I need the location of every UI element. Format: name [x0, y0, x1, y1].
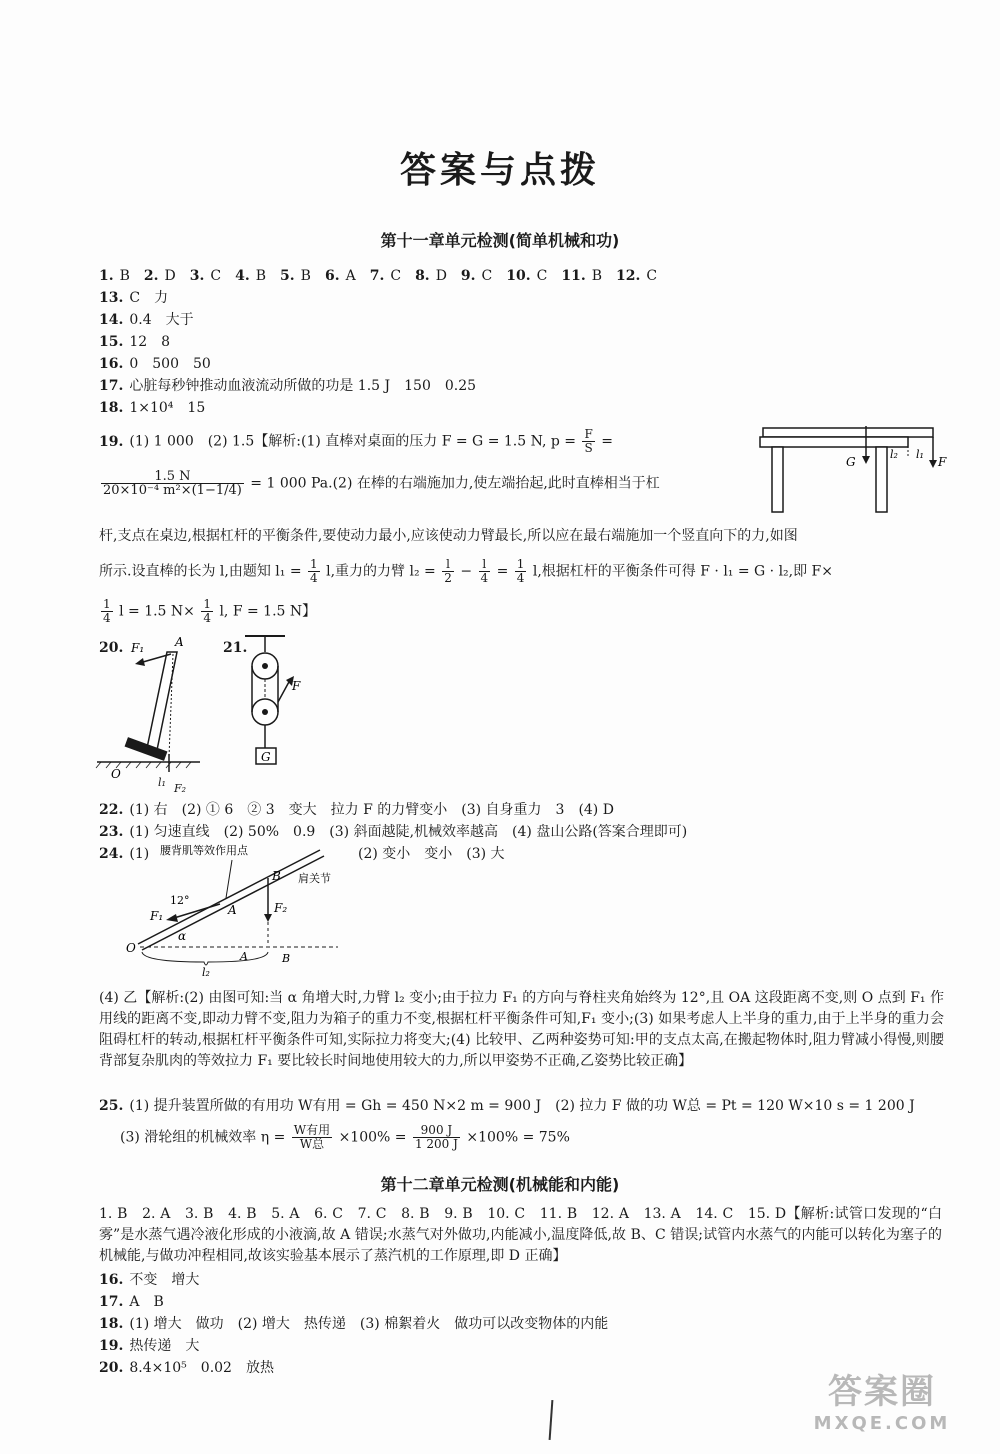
q19-table-figure: [758, 418, 948, 518]
f1-arrowhead: [135, 658, 145, 666]
fig20-label-l1: l₁: [158, 776, 166, 789]
ch11-q19-line3: 杆,支点在桌边,根据杠杆的平衡条件,要使动力最小,应该使动力臂最长,所以应在最右端施加一个竖直向下的力,如图: [99, 528, 798, 544]
table-leg-right: [876, 447, 887, 512]
fig21-label-f: F: [292, 679, 301, 693]
f1-arrowhead: [166, 914, 178, 922]
ch12-q19: 19. 热传递 大: [99, 1338, 200, 1354]
chapter-12-heading: 第十二章单元检测(机械能和内能): [380, 1175, 620, 1194]
fig24-label-f1: F₁: [150, 909, 164, 923]
fig19-label-l1: l₁: [916, 448, 924, 461]
mc-answer: 9. C: [460, 268, 493, 284]
fig19-label-f: F: [938, 455, 947, 469]
fraction-quarter: $\frac{1}{4}$: [103, 597, 111, 625]
mc-answer: 2. D: [143, 268, 176, 284]
q24-lever-figure: [120, 840, 360, 980]
fig24-label-shoulder: 肩关节: [298, 872, 331, 885]
fig24-label-a: A: [228, 903, 237, 917]
ch12-q1-15: 1. B 2. A 3. B 4. B 5. A 6. C 7. C 8. B 9. B 10. C 11. B 12. A 13. A 14. C 15. D【解析:试管口发现的“白雾”是水蒸气遇冷液化形成的小液滴,故 A 错误;水蒸气对外做功,内能减小,温度降低,故 B、C 错误;试管内水蒸气的内能可以转化为塞子的机械能,与做功冲程相同,故该实验基本展示了蒸汽机的工作原理,即 D 正确】: [99, 1206, 942, 1264]
ch12-q18: 18. (1) 增大 做功 (2) 增大 热传递 (3) 棉絮着火 做功可以改变物体的内能: [99, 1316, 609, 1332]
ch11-q20-num: 20.: [99, 640, 124, 656]
fig24-label-alpha: α: [178, 929, 187, 943]
fraction-quarter: $\frac{1}{4}$: [516, 557, 525, 585]
ch11-q24-header: 24. (1): [99, 846, 150, 862]
mc-answer: 4. B: [235, 268, 267, 284]
ch11-q19-line5: $\frac{1}{4}$ l = 1.5 N× $\frac{1}{4}$ l, F = 1.5 N】: [103, 597, 317, 625]
ch11-q18: 18. 1×10⁴ 15: [99, 400, 206, 416]
mc-answer: 6. A: [324, 268, 356, 284]
fig20-label-o: O: [111, 767, 121, 781]
fraction-quarter: $\frac{1}{4}$: [310, 557, 318, 585]
movable-pulley-axle: [262, 709, 268, 715]
fig24-label-l2: l₂: [202, 966, 210, 979]
table-leg-left: [772, 447, 783, 512]
fig19-label-g: G: [846, 455, 856, 469]
spine-top-edge: [138, 850, 320, 944]
fraction-f-over-s: $\frac{F}{S}$: [584, 427, 593, 455]
ch11-q19-line1: 19. (1) 1 000 (2) 1.5【解析:(1) 直棒对桌面的压力 F = G = 1.5 N, p = $\frac{F}{S}$ =: [99, 427, 613, 455]
mc-answer: 10. C: [506, 268, 548, 284]
fig24-label-b-base: B: [282, 952, 291, 965]
ch11-q14: 14. 0.4 大于: [99, 312, 194, 328]
ch11-q19-line2: $\frac{1.5 N}{\text{20×10⁻⁴ m²×(1−1/4)}}$ = 1 000 Pa.(2) 在棒的右端施加力,使左端抬起,此时直棒相当于杠: [103, 469, 660, 498]
mc-answer: 8. D: [415, 268, 447, 284]
scan-mark: [549, 1400, 554, 1440]
hammer-head: [125, 737, 168, 761]
mc-answer: 7. C: [369, 268, 402, 284]
fig19-label-l2: l₂: [890, 448, 898, 461]
fixed-pulley-axle: [262, 663, 268, 669]
fig24-label-o: O: [126, 941, 136, 955]
mc-answer: 11. B: [561, 268, 602, 284]
ch12-q20: 20. 8.4×10⁵ 0.02 放热: [99, 1360, 274, 1376]
fig21-label-g: G: [261, 750, 271, 764]
label-leader: [226, 860, 232, 898]
fraction-quarter: $\frac{1}{4}$: [203, 597, 211, 625]
gravity-arrowhead: [862, 456, 870, 464]
ch12-q16: 16. 不变 增大: [99, 1272, 200, 1288]
fig20-label-f1: F₁: [131, 641, 145, 655]
ch12-q17: 17. A B: [99, 1294, 164, 1310]
watermark-top: 答案圈: [828, 1372, 936, 1412]
l2-brace: [142, 952, 268, 965]
ch11-q22: 22. (1) 右 (2) ① 6 ② 3 变大 拉力 F 的力臂变小 (3) 自身重力 3 (4) D: [99, 802, 614, 818]
ch11-q24-analysis: (4) 乙【解析:(2) 由图可知:当 α 角增大时,力臂 l₂ 变小;由于拉力 F₁ 的方向与脊柱夹角始终为 12°,且 OA 这段距离不变,则 O 点到 F₁ 作用线的距离不变,即动力臂不变,阻力为箱子的重力不变,根据杠杆平衡条件可知,F₁ 变小;(3) 如果考虑人上半身的重力,由于上半身的重力会阻碍杠杆的转动,根据杠杆平衡条件可知,实际拉力将变大;(4) 比较甲、乙两种姿势可知:甲的支点太高,在搬起物体时,阻力臂减小得慢,则腰背部复杂肌肉的等效拉力 F₁ 要比较长时间地使用较大的力,所以甲姿势不正确,乙姿势比较正确】: [99, 990, 944, 1069]
table-top: [760, 437, 908, 447]
fig20-label-f2: F₂: [174, 782, 187, 795]
ch11-q25-line2: (3) 滑轮组的机械效率 η = $\frac{\text{W有用}}{\text{W总}}$ ×100% = $\frac{900 J}{1 200 J}$ ×100% = 75%: [120, 1123, 570, 1151]
fraction-l-half: $\frac{l}{2}$: [444, 557, 452, 585]
q21-pulley-figure: [240, 632, 310, 772]
ch11-q13: 13. C 力: [99, 290, 169, 306]
fig20-label-a: A: [175, 635, 184, 649]
ch11-q23: 23. (1) 匀速直线 (2) 50% 0.9 (3) 斜面越陡,机械效率越高 (4) 盘山公路(答案合理即可): [99, 824, 688, 840]
ch11-q25-line1: 25. (1) 提升装置所做的有用功 W有用 = Gh = 450 N×2 m = 900 J (2) 拉力 F 做的功 W总 = Pt = 120 W×10 s = 1 200 J: [99, 1098, 915, 1114]
ch11-q15: 15. 12 8: [99, 334, 171, 350]
rod: [763, 428, 933, 437]
mc-answer: 5. B: [280, 268, 311, 284]
fraction-efficiency: $\frac{\text{W有用}}{\text{W总}}$: [293, 1123, 331, 1151]
page-title: 答案与点拨: [399, 150, 600, 191]
ch11-q19-line4: 所示.设直棒的长为 l,由题知 l₁ = $\frac{1}{4}$ l,重力的力臂 l₂ = $\frac{l}{2}$ − $\frac{l}{4}$ = $\frac{1}{4}$ l,根据杠杆的平衡条件可得 F · l₁ = G · l₂,即 F×: [99, 557, 834, 585]
pull-arrow: [278, 680, 290, 702]
fig24-label-muscle: 腰背肌等效作用点: [160, 844, 248, 857]
ch11-q24-part2: (2) 变小 变小 (3) 大: [358, 846, 505, 862]
fraction-work: $\frac{900 J}{1 200 J}$: [414, 1123, 458, 1151]
ch11-mc-row: [99, 266, 671, 286]
chapter-11-heading: 第十一章单元检测(简单机械和功): [380, 231, 620, 250]
fig24-label-b: B: [272, 869, 281, 883]
mc-answer: 12. C: [616, 268, 658, 284]
fig24-label-f2: F₂: [274, 901, 288, 915]
fraction-pressure: $\frac{1.5 N}{\text{20×10⁻⁴ m²×(1−1/4)}}$: [103, 469, 242, 498]
f2-arrowhead: [264, 914, 272, 922]
fig24-label-a-base: A: [240, 950, 248, 963]
q20-hammer-figure: [95, 632, 205, 781]
watermark-bottom: MXQE.COM: [813, 1413, 951, 1434]
mc-answer: 3. C: [189, 268, 222, 284]
force-arrowhead: [929, 460, 937, 468]
fraction-l-quarter: $\frac{l}{4}$: [480, 557, 489, 585]
ch11-q16: 16. 0 500 50: [99, 356, 211, 372]
fig24-label-angle: 12°: [170, 894, 190, 907]
ch11-q21-num: 21.: [223, 640, 248, 656]
ch11-q17: 17. 心脏每秒钟推动血液流动所做的功是 1.5 J 150 0.25: [99, 378, 477, 394]
watermark-logo: [782, 1364, 982, 1434]
mc-answer: 1. B: [99, 268, 130, 284]
